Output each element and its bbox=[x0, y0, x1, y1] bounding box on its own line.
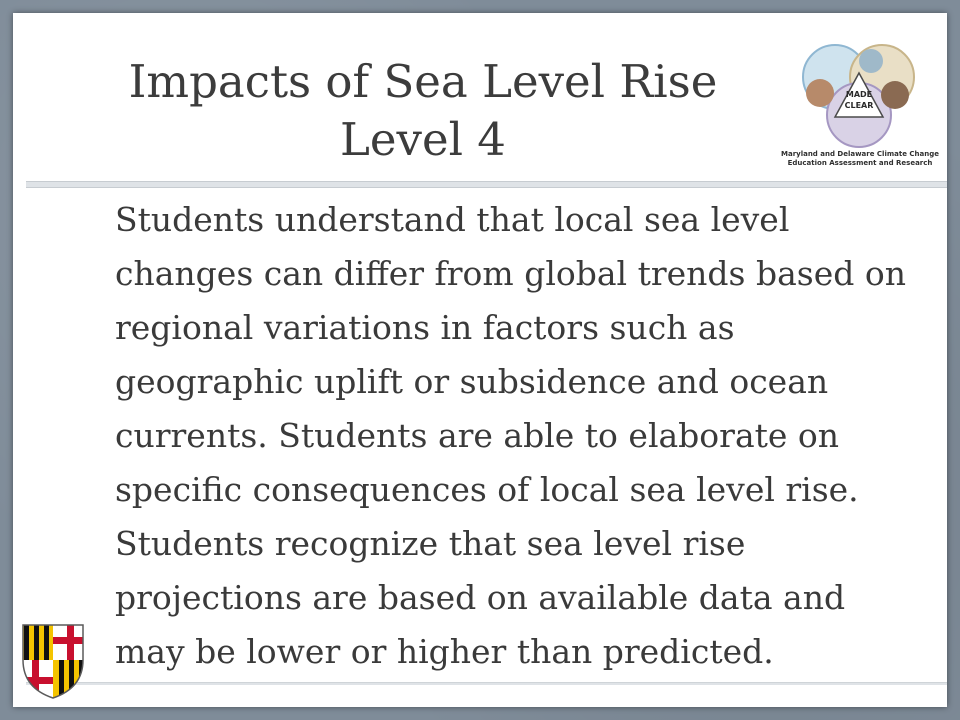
slide bbox=[13, 13, 947, 707]
slide-title bbox=[53, 53, 793, 169]
maryland-flag-seal-icon bbox=[18, 620, 88, 700]
title-line-1: Impacts of Sea Level Rise bbox=[128, 55, 718, 108]
slide-body-text: Students understand that local sea level changes can differ from global trends based on regional variations in factors such as geographic uplift or subsidence and ocean currents. Students are able to elaborate on specific consequences of local sea level rise. Students recognize that sea level rise projections are based on available data and may be lower or higher than predicted. bbox=[115, 200, 906, 671]
badge-line-2: CLEAR bbox=[844, 101, 874, 110]
logo-caption bbox=[775, 150, 945, 168]
title-line-2: Level 4 bbox=[340, 113, 506, 166]
made-clear-logo bbox=[775, 35, 945, 183]
title-divider bbox=[26, 181, 947, 188]
logo-caption-line-2: Education Assessment and Research bbox=[787, 159, 933, 167]
badge-line-1: MADE bbox=[845, 90, 873, 99]
footer-divider bbox=[26, 682, 947, 685]
made-clear-badge bbox=[839, 85, 879, 115]
logo-caption-line-1: Maryland and Delaware Climate Change bbox=[781, 150, 939, 158]
